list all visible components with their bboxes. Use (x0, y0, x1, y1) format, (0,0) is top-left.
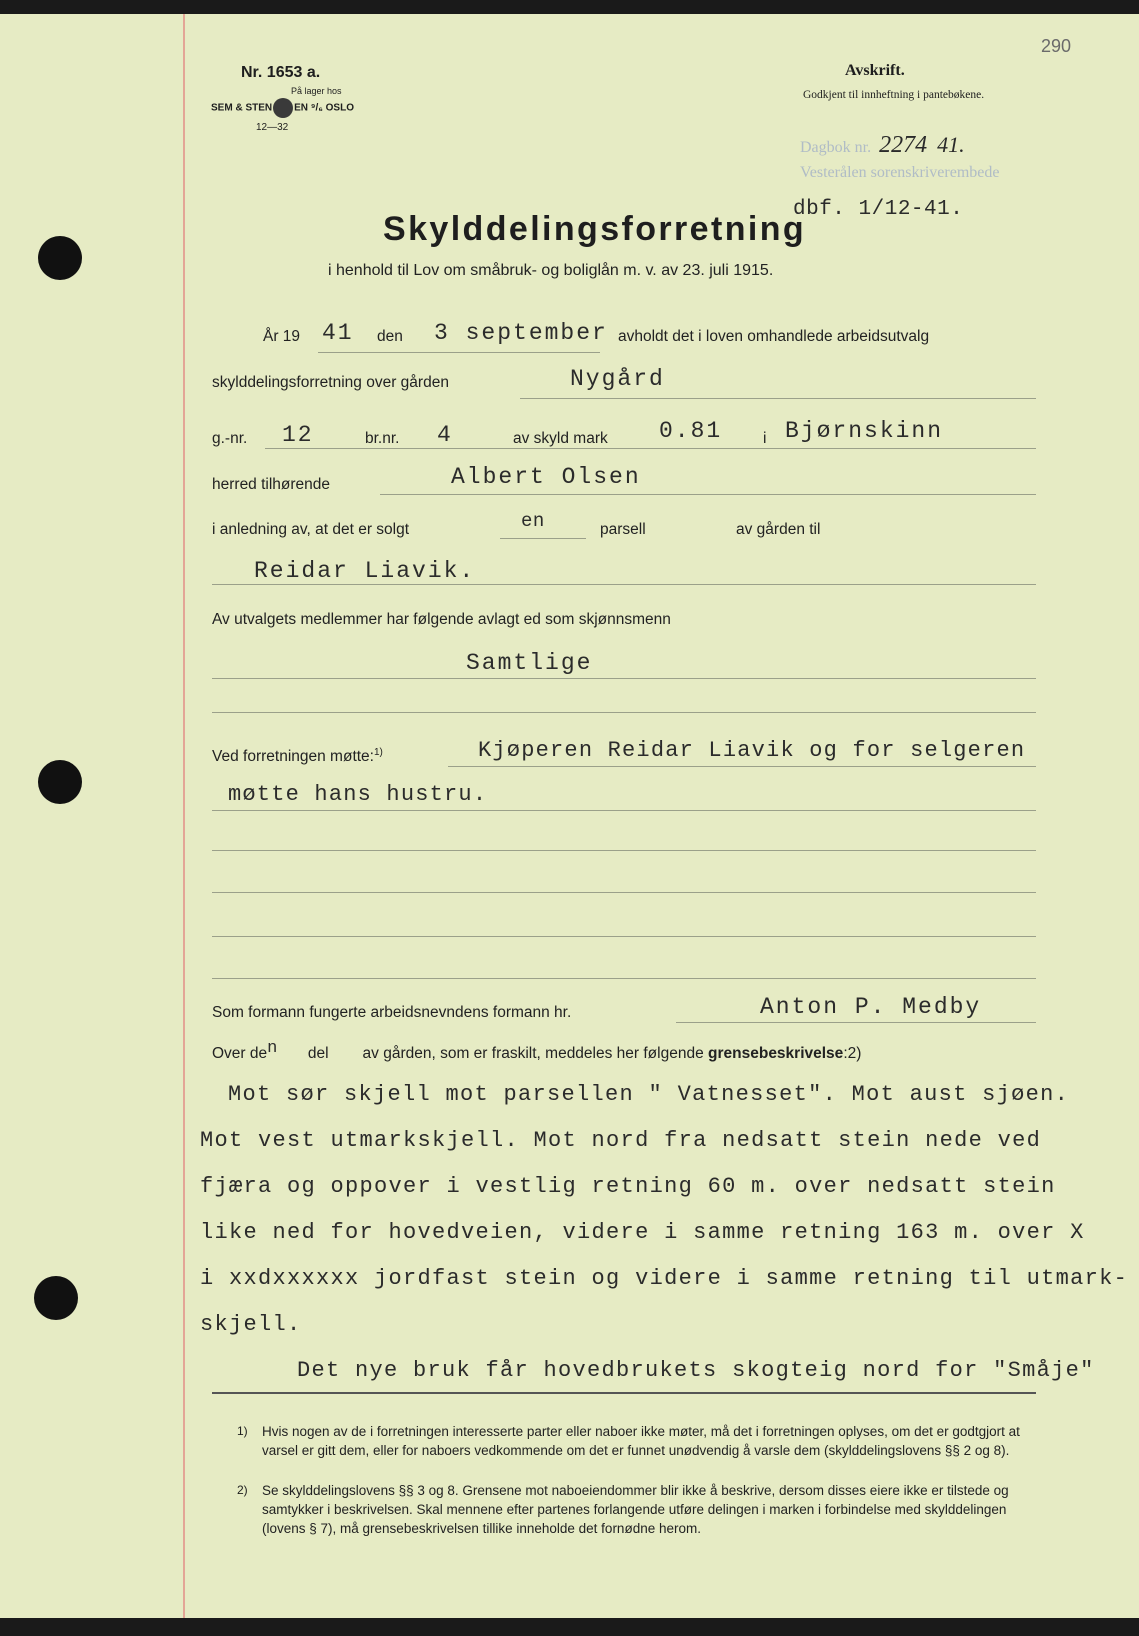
page-number: 290 (1041, 36, 1072, 56)
herred-value: Bjørnskinn (785, 418, 944, 444)
attended-line2: møtte hans hustru. (228, 782, 488, 807)
attended-line1: Kjøperen Reidar Liavik og for selgeren (478, 738, 1026, 763)
sold-value: en (521, 510, 545, 532)
attended-rule-4 (212, 892, 1036, 893)
footnote-separator (212, 1392, 1036, 1394)
owner-value: Albert Olsen (451, 464, 641, 490)
boundary-line: fjæra og oppover i vestlig retning 60 m. over nedsatt stein (200, 1174, 1056, 1199)
attended-rule-2 (212, 810, 1036, 811)
margin-line (183, 14, 185, 1618)
punch-hole (34, 1276, 78, 1320)
footnote-mark: 2) (237, 1483, 248, 1497)
members-rule-2 (212, 712, 1036, 713)
punch-hole (38, 236, 82, 280)
publisher-line1: På lager hos (291, 86, 342, 96)
document-title: Skylddelingsforretning (383, 210, 807, 248)
boundary-line: Det nye bruk får hovedbrukets skogteig nord for "Småje" (297, 1358, 1095, 1383)
farm-rule (520, 398, 1036, 399)
gnr-rule (265, 448, 1036, 449)
punch-hole (38, 760, 82, 804)
approval-text: Godkjent til innheftning i pantebøkene. (803, 89, 985, 101)
year-label: År 19 (263, 328, 301, 345)
gnr-value: 12 (282, 422, 314, 448)
publisher-seal-icon (273, 98, 293, 118)
attended-rule-1 (448, 766, 1036, 767)
members-label: Av utvalgets medlemmer har følgende avlagt ed som skjønnsmenn (212, 611, 671, 628)
printed-date: 12—32 (256, 122, 289, 133)
footnote-mark: 1) (237, 1424, 248, 1438)
date-rule (318, 352, 600, 353)
avskrift-label: Avskrift. (845, 62, 905, 79)
gnr-label: g.-nr. (212, 430, 248, 447)
over-label: Over den del av gården, som er fraskilt, meddeles her følgende grensebeskrivelse:2) (212, 1039, 862, 1062)
sold-label: i anledning av, at det er solgt (212, 521, 410, 538)
footnote-text: Hvis nogen av de i forretningen interesserte parter eller naboer ikke møter, må det i forretningen oplyses, om det er godtgjort at varsel er gitt dem, eller for naboers vedkommende om det er funnet unødvendig å varsle dem (skylddelingslovens §§ 2 og 8). (262, 1424, 1020, 1458)
skyld-value: 0.81 (659, 418, 723, 444)
boundary-line: like ned for hovedveien, videre i samme retning 163 m. over X (200, 1220, 1085, 1245)
attended-label: Ved forretningen møtte:$^{1)}$ (212, 747, 383, 766)
members-value: Samtlige (466, 650, 593, 676)
journal-stamp: Dagbok nr. 2274 41. (800, 132, 965, 158)
publisher-line2: SEM & STEN EN ⁹/₆ OSLO (211, 98, 354, 118)
den-label: den (377, 328, 403, 345)
attended-rule-5 (212, 936, 1036, 937)
attended-rule-6 (212, 978, 1036, 979)
members-rule-1 (212, 678, 1036, 679)
farm-value: Nygård (570, 366, 665, 392)
date-value: 3 september (434, 320, 608, 346)
registration-note: dbf. 1/12-41. (793, 198, 964, 221)
buyer-rule (212, 584, 1036, 585)
document-page (0, 14, 1139, 1618)
to-label: av gården til (736, 521, 821, 538)
parsell-label: parsell (600, 521, 646, 538)
boundary-line: skjell. (200, 1312, 302, 1337)
attended-rule-3 (212, 850, 1036, 851)
journal-number: 2274 (879, 132, 928, 158)
sold-rule (500, 538, 586, 539)
farm-label: skylddelingsforretning over gården (212, 374, 449, 391)
chair-value: Anton P. Medby (760, 994, 982, 1020)
boundary-line: Mot sør skjell mot parsellen " Vatnesset". Mot aust sjøen. (228, 1082, 1070, 1107)
office-stamp: Vesterålen sorenskriverembede (800, 164, 1000, 181)
chair-rule (676, 1022, 1036, 1023)
held-text: avholdt det i loven omhandlede arbeidsutvalg (618, 328, 930, 345)
buyer-value: Reidar Liavik. (254, 558, 476, 584)
boundary-line: i xxdxxxxxx jordfast stein og videre i samme retning til utmark- (200, 1266, 1129, 1291)
bnr-label: br.nr. (365, 430, 400, 447)
skyld-label: av skyld mark (513, 430, 608, 447)
footnote-text: Se skylddelingslovens §§ 3 og 8. Grensene mot naboeiendommer blir ikke å beskrive, dersom disses eiere ikke er tilstede og samtykker i beskrivelsen. Skal mennene efter partenes forlangende utføre delingen i marken i forbindelse med skylddelingen (lovens § 7), må grensebeskrivelsen tillike inneholde det fornødne herom. (262, 1483, 1009, 1536)
year-value: 41 (322, 320, 354, 346)
chair-label: Som formann fungerte arbeidsnevndens formann hr. (212, 1004, 572, 1021)
i-label: i (763, 430, 767, 447)
bnr-value: 4 (437, 422, 453, 448)
boundary-line: Mot vest utmarkskjell. Mot nord fra nedsatt stein nede ved (200, 1128, 1042, 1153)
document-subtitle: i henhold til Lov om småbruk- og boliglån m. v. av 23. juli 1915. (328, 262, 774, 279)
owner-rule (380, 494, 1036, 495)
owner-label: herred tilhørende (212, 476, 331, 493)
form-number: Nr. 1653 a. (241, 64, 321, 81)
